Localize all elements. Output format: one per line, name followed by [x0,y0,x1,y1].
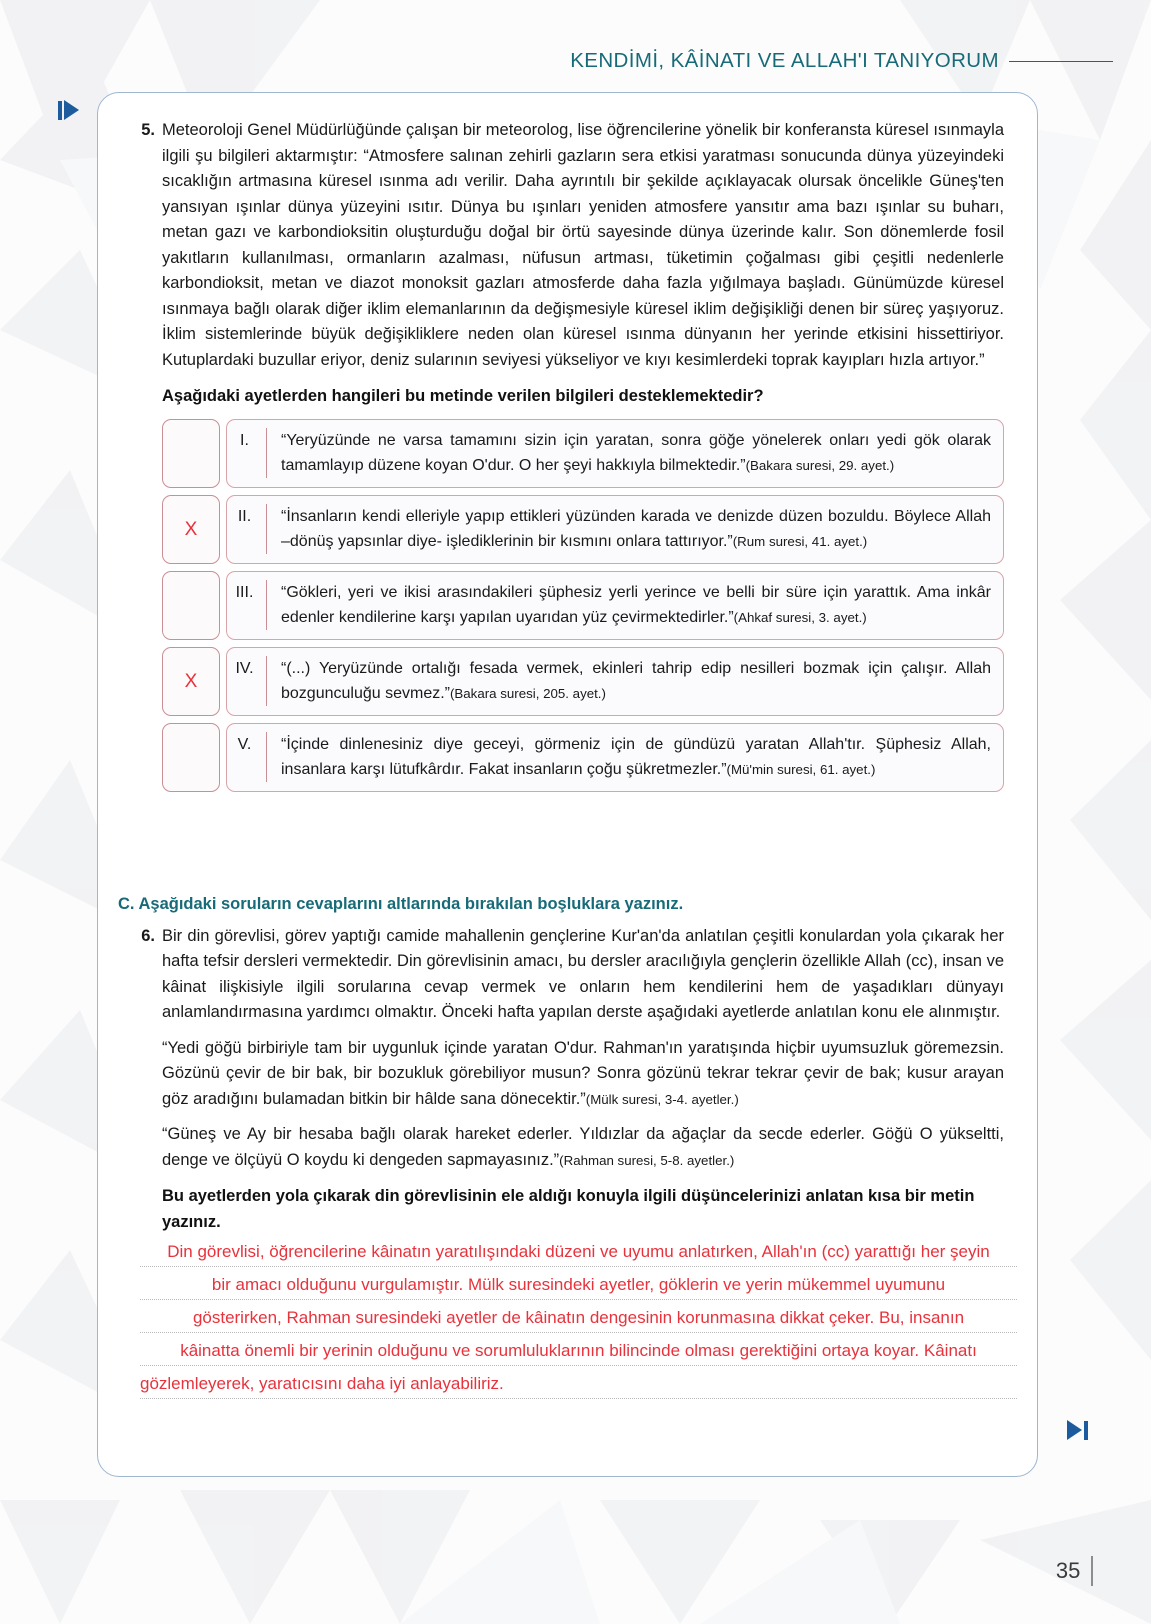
option-citation-3: (Ahkaf suresi, 3. ayet.) [733,609,867,625]
question-5 [131,118,1004,799]
page-content [97,92,1038,1406]
header-rule [1009,61,1113,62]
prev-arrow-triangle-icon [64,100,79,120]
page-number-rule [1091,1556,1093,1586]
page-footer [1056,1556,1093,1586]
option-body-5 [226,723,1004,792]
quote-2-text: “Güneş ve Ay bir hesaba bağlı olarak hareket ederler. Yıldızlar da ağaçlar da secde ederler. Göğü O yükseltti, denge ve ölçüyü O koydu ki dengeden sapmayasınız.” [162,1125,1004,1169]
option-quote-2: “İnsanların kendi elleriyle yapıp ettikleri yüzünden karada ve denizde düzen bozuldu. Böylece Allah –dönüş yapsınlar diye- işlediklerinin bir kısmını onlara tattırıyor.” [281,507,991,550]
prev-page-arrow[interactable] [58,100,79,120]
section-c-heading: C. Aşağıdaki soruların cevaplarını altlarında bırakılan boşluklara yazınız. [118,894,684,913]
option-body-3 [226,571,1004,640]
option-quote-5: “İçinde dinlenesiniz diye geceyi, görmeniz için de gündüzü yaratan Allah'tır. Şüphesiz Allah, insanlara karşı lütufkârdır. Fakat insanların çoğu şükretmezler.” [281,735,991,778]
page-header [0,44,1151,78]
prev-arrow-bar-icon [58,101,62,120]
next-page-arrow[interactable] [1067,1420,1088,1440]
option-body-4 [226,647,1004,716]
option-checkbox-4[interactable] [162,647,220,716]
question-5-number: 5. [141,121,155,139]
option-text-5 [267,732,1003,782]
table-row [162,419,1004,488]
option-mark-2: X [184,518,198,540]
answer-line-5: gözlemleyerek, yaratıcısını daha iyi anlayabiliriz. [140,1373,1017,1399]
answer-line-4: kâinatta önemli bir yerinin olduğunu ve sorumluluklarının bilincinde olması gerektiğini ortaya koyar. Kâinatı [140,1340,1017,1366]
table-row [162,571,1004,640]
question-5-prompt: Aşağıdaki ayetlerden hangileri bu metinde verilen bilgileri desteklemektedir? [162,387,764,405]
option-checkbox-2[interactable] [162,495,220,564]
option-quote-4: “(...) Yeryüzünde ortalığı fesada vermek, ekinleri tahrip edip nesilleri bozmak için çalışır. Allah bozgunculuğu sevmez.” [281,659,991,702]
option-citation-1: (Bakara suresi, 29. ayet.) [745,457,895,473]
option-citation-4: (Bakara suresi, 205. ayet.) [449,685,606,701]
option-text-4 [267,656,1003,706]
option-body-1 [226,419,1004,488]
answer-line-2: bir amacı olduğunu vurgulamıştır. Mülk suresindeki ayetler, göklerin ve yerin mükemmel uyumunu [140,1274,1017,1300]
option-checkbox-5[interactable] [162,723,220,792]
answer-line-3: gösterirken, Rahman suresindeki ayetler de kâinatın dengesinin korunmasına dikkat çeker. Bu, insanın [140,1307,1017,1333]
next-arrow-bar-icon [1084,1421,1088,1440]
option-roman-2: II. [227,504,267,554]
next-arrow-triangle-icon [1067,1420,1082,1440]
option-roman-1: I. [227,428,267,478]
option-citation-5: (Mü'min suresi, 61. ayet.) [726,761,876,777]
answer-area[interactable] [140,1241,1017,1399]
question-6 [131,924,1004,1407]
option-text-1 [267,428,1003,478]
option-checkbox-1[interactable] [162,419,220,488]
table-row [162,495,1004,564]
question-6-quote-2 [162,1122,1004,1173]
table-row [162,723,1004,792]
option-roman-3: III. [227,580,267,630]
quote-1-text: “Yedi göğü birbiriyle tam bir uygunluk içinde yaratan O'dur. Rahman'ın yaratışında hiçbir uyumsuzluk göremezsin. Gözünü çevir de bir bak, bir bozukluk görebiliyor musun? Sonra gözünü tekrar tekrar çevir de bak; kusur arayan göz aradığını bulamadan bitkin bir hâlde sana dönecektir.” [162,1038,1004,1108]
page-number: 35 [1055,1558,1081,1583]
answer-line-1: Din görevlisi, öğrencilerine kâinatın yaratılışındaki düzeni ve uyumu anlatırken, Allah'ın (cc) yarattığı her şeyin [140,1241,1017,1267]
question-6-instruction: Bu ayetlerden yola çıkarak din görevlisinin ele aldığı konuyla ilgili düşüncelerinizi anlatan kısa bir metin yazınız. [162,1187,975,1231]
question-6-text: Bir din görevlisi, görev yaptığı camide mahallenin gençlerine Kur'an'da anlatılan çeşitli konulardan yola çıkarak her hafta tefsir dersleri vermektedir. Din görevlisinin amacı, bu dersler aracılığıyla gençlerin özellikle Allah (cc), insan ve kâinat ilişkisiyle ilgili sorularına cevap vermek ve onların hem kendilerini hem de yaşadıkları dünyayı anlamlandırmasına yardımcı olmaktır. Önceki hafta yapılan derste aşağıdaki ayetlerde anlatılan konu ele alınmıştır. [162,926,1004,1021]
table-row [162,647,1004,716]
quote-2-citation: (Rahman suresi, 5-8. ayetler.) [559,1152,735,1168]
ayet-options-table [162,419,1004,792]
option-checkbox-3[interactable] [162,571,220,640]
option-roman-4: IV. [227,656,267,706]
page-title: KENDİMİ, KÂİNATI VE ALLAH'I TANIYORUM [570,49,999,72]
question-5-text: Meteoroloji Genel Müdürlüğünde çalışan bir meteorolog, lise öğrencilerine yönelik bir konferansta küresel ısınmayla ilgili şu bilgileri aktarmıştır: “Atmosfere salınan zehirli gazların sera etkisi yaratması sonucunda dünya yüzeyindeki sıcaklığın artmasına küresel ısınma adı verilir. Daha ayrıntılı bir şekilde açıklayacak olursak öncelikle Güneş'ten yansıyan ışınlar dünya yüzeyini ısıtır. Dünya bu ışınları yeniden atmosfere yansıtır ama bazı ışınlar su buharı, metan gazı ve karbondioksitin oluşturduğu doğal bir örtü sayesinde dünya üzerinde kalır. Son dönemlerde fosil yakıtların kullanılması, ormanların azalması, nüfusun artması, tüketimin çoğalması gibi çeşitli nedenlerle karbondioksit, metan ve diazot monoksit gazları atmosferde daha fazla yığılmaya başladı. Günümüzde küresel ısınmaya bağlı olarak diğer iklim elemanlarının da değişmesiyle küresel iklim değişikliği denen bir süreç yaşıyoruz. İklim sistemlerinde büyük değişikliklere neden olan küresel ısınma dünyanın her yerinde etkisini hissettiriyor. Kutuplardaki buzullar eriyor, deniz sularının seviyesi yükseliyor ve kıyı kesimlerdeki toprak kayıpları hızla artıyor.” [162,121,1004,369]
option-mark-4: X [184,670,198,692]
option-body-2 [226,495,1004,564]
question-6-quote-1 [162,1036,1004,1113]
option-text-2 [267,504,1003,554]
option-text-3 [267,580,1003,630]
option-roman-5: V. [227,732,267,782]
option-quote-1: “Yeryüzünde ne varsa tamamını sizin için yaratan, sonra göğe yönelerek onları yedi gök olarak tamamlayıp düzene koyan O'dur. O her şeyi hakkıyla bilmektedir.” [281,431,991,474]
option-citation-2: (Rum suresi, 41. ayet.) [732,533,868,549]
quote-1-citation: (Mülk suresi, 3-4. ayetler.) [585,1091,739,1107]
option-quote-3: “Gökleri, yeri ve ikisi arasındakileri şüphesiz yerli yerince ve belli bir süre için yarattık. Ama inkâr edenler kendilerine karşı yapılan uyarıdan yüz çevirmektedirler.” [281,583,991,626]
question-6-number: 6. [141,926,155,945]
